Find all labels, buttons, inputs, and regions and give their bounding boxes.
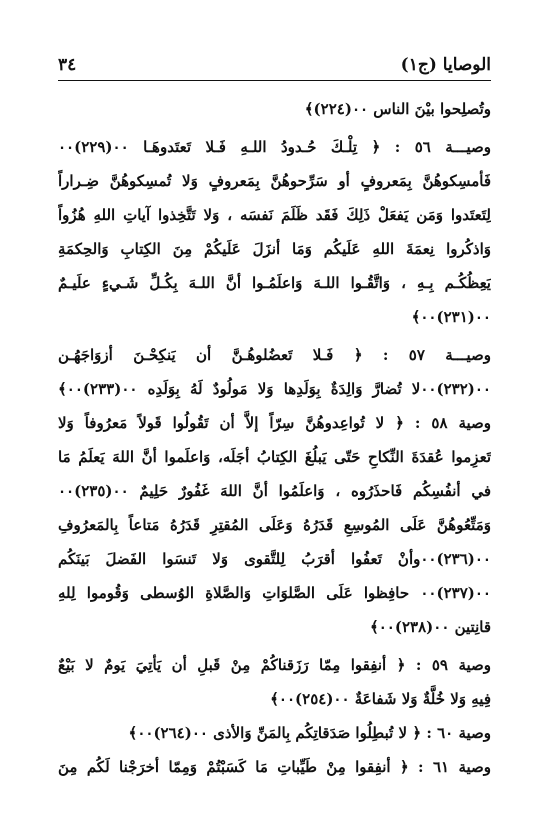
text-line bbox=[58, 576, 491, 610]
header-rule bbox=[58, 80, 491, 81]
line-text: لِتَعتَدوا وَمَن يَفعَلْ ذَلِكَ فَقَد ظَلَمَ نَفسَه ، وَلا تَتَّخِذوا آياتِ اللهِ هُزُواً bbox=[58, 206, 491, 224]
text-line bbox=[58, 198, 491, 232]
text-line bbox=[58, 164, 491, 198]
line-text: قانِتين ٠٠(٢٣٨)٠٠﴾ bbox=[369, 618, 491, 636]
page-number: ٣٤ bbox=[58, 55, 77, 75]
text-line bbox=[58, 406, 491, 440]
line-text: تَعزِموا عُقدَةَ النِّكاحِ حَتّى يَبلُغَ الكِتابُ أجَلَه، وَاعلَموا أنَّ اللهَ يَعلَمُ مَا bbox=[58, 448, 491, 466]
page-header bbox=[58, 52, 491, 78]
wasiyya-label: وصيـــة ٥٧ : bbox=[382, 346, 491, 364]
text-line bbox=[58, 682, 491, 716]
line-text: ٠٠(٢٣٢)٠٠لا تُضارَّ وَالِدَةٌ بِوَلَدِها وَلا مَولُودٌ لَهُ بِوَلَدِه ٠٠(٢٣٣)٠٠﴾ bbox=[58, 380, 491, 398]
line-text: ﴿ فَـلا تَعضُلوهُـنَّ أن يَنكِحْـنَ أزوَاجَهُـن bbox=[58, 346, 383, 364]
line-text: ٠٠(٢٣١)٠٠﴾ bbox=[411, 308, 491, 326]
text-line bbox=[58, 474, 491, 508]
text-line bbox=[58, 508, 491, 542]
line-text: ﴿ أنفِقوا مِمّا رَزَقناكُمْ مِنْ قَبلِ أن يَأتِيَ يَومٌ لا بَيْعٌ bbox=[58, 656, 416, 674]
wasiyya-label: وصيـــة ٥٦ : bbox=[394, 138, 491, 156]
text-line bbox=[58, 610, 491, 644]
text-line bbox=[58, 750, 491, 784]
line-text: ﴿ تِلْـكَ حُـدودُ اللـهِ فَـلا تَعتَدوهَـا ٠٠(٢٢٩)٠٠ bbox=[58, 138, 395, 156]
line-text: وَاذكُروا نِعمَةَ اللهِ عَلَيكُم وَمَا أنزَلَ عَلَيكُمْ مِنَ الكِتابِ وَالحِكمَةِ bbox=[58, 240, 491, 258]
text-line bbox=[58, 338, 491, 372]
line-text: وتُصلِحوا بيْنَ الناس ٠٠(٢٢٤)﴾ bbox=[304, 100, 491, 118]
line-text: ٠٠(٢٣٧)٠٠ حافِظوا عَلَى الصَّلوَاتِ وَالصَّلاةِ الوُسطى وَقُوموا لِلهِ bbox=[58, 584, 491, 602]
wasiyya-label: وصية ٥٨ : bbox=[414, 414, 491, 432]
page-body bbox=[58, 92, 491, 818]
text-line bbox=[58, 266, 491, 300]
text-line bbox=[58, 440, 491, 474]
text-line bbox=[58, 232, 491, 266]
text-line bbox=[58, 300, 491, 334]
line-text: فِيهِ وَلا خُلَّةٌ وَلا شَفاعَةٌ ٠٠(٢٥٤)٠٠﴾ bbox=[270, 690, 491, 708]
wasiyya-label: وصية ٥٩ : bbox=[415, 656, 491, 674]
line-text: ﴿ أنفِقوا مِنْ طَيِّباتِ مَا كَسَبْتُمْ وَمِمّا أخرَجْنا لَكُم مِنَ bbox=[58, 758, 419, 776]
line-text: ﴿ لا تُبطِلُوا صَدَقاتِكُم بِالمَنِّ وَالأذى ٠٠(٢٦٤)٠٠﴾ bbox=[128, 724, 427, 742]
text-line bbox=[58, 542, 491, 576]
running-title: الوصايا (ج١) bbox=[400, 55, 491, 75]
wasiyya-label: وصية ٦١ : bbox=[418, 758, 491, 776]
wasiyya-label: وصية ٦٠ : bbox=[426, 724, 491, 742]
line-text: في أنفُسِكُم فَاحذَرُوه ، وَاعلَمُوا أنَّ اللهَ غَفُورٌ حَلِيمٌ ٠٠(٢٣٥)٠٠ bbox=[58, 482, 491, 500]
line-text: ﴿ لا تُواعِدوهُنَّ سِرّاً إلاَّ أن تَقُولُوا قَولاً مَعرُوفاً وَلا bbox=[58, 414, 415, 432]
line-text: يَعِظُكُـم بِـهِ ، وَاتَّقُـوا اللـهَ وَاعلَمُـوا أنَّ اللـهَ بِكُـلِّ شَـيءٍ علَيـمٌ bbox=[58, 274, 491, 292]
text-line bbox=[58, 130, 491, 164]
line-text: وَمَتِّعُوهُنَّ عَلَى المُوسِعِ قَدَرُهُ وَعَلَى المُقتِرِ قَدَرُهُ مَتاعاً بِالمَعرُوفِ bbox=[58, 516, 491, 534]
text-line bbox=[58, 372, 491, 406]
text-line bbox=[58, 92, 491, 126]
line-text: ٠٠(٢٣٦)٠٠وأنْ تَعفُوا أقرَبُ لِلتَّقوى وَلا تَنسَوا الفَضلَ بَينَكُم bbox=[58, 550, 491, 568]
line-text: فَأمسِكوهُنَّ بِمَعروفٍ أو سَرِّحوهُنَّ بِمَعروفٍ وَلا تُمسِكوهُنَّ ضِـراراً bbox=[58, 172, 491, 190]
text-line bbox=[58, 648, 491, 682]
text-line bbox=[58, 716, 491, 750]
